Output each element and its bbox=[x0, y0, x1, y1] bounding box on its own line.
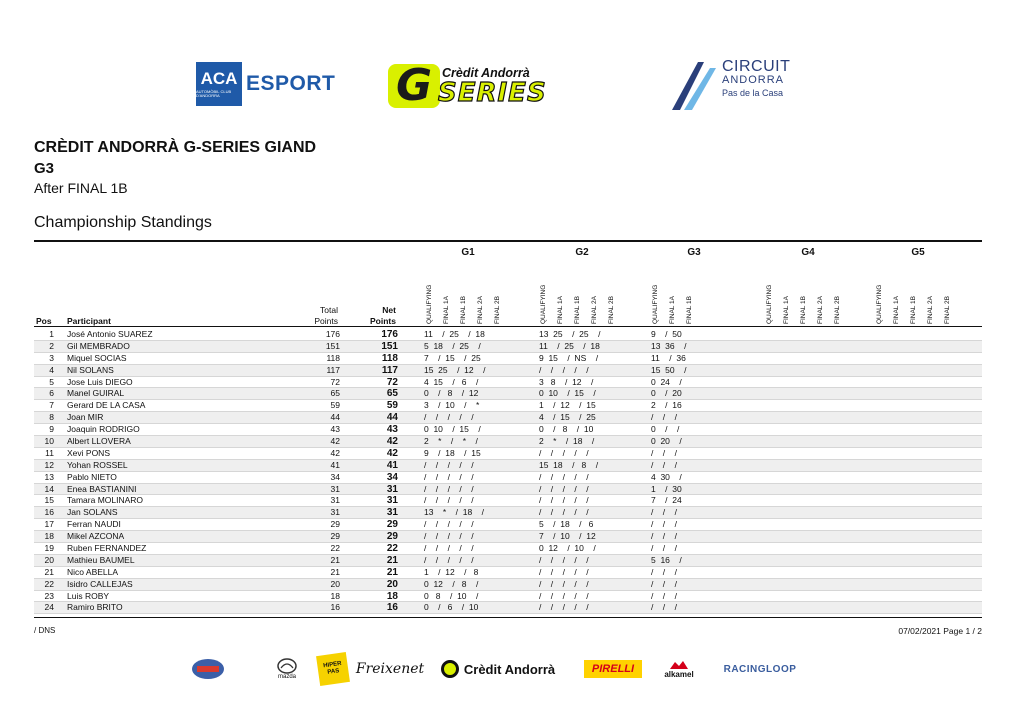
row-participant: Nico ABELLA bbox=[67, 566, 119, 577]
table-row bbox=[34, 495, 982, 507]
row-g2-results: 11 / 25 / 18 bbox=[539, 340, 600, 351]
federation-logo bbox=[190, 654, 226, 684]
row-g3-results: / / / bbox=[651, 459, 677, 470]
alkamel-logo bbox=[656, 654, 702, 684]
aca-esport-text: ESPORT bbox=[246, 72, 336, 95]
row-g2-results: 2 * / 18 / bbox=[539, 436, 595, 447]
row-total-points: 59 bbox=[330, 400, 340, 411]
circuit-andorra-logo bbox=[668, 58, 808, 112]
row-g3-results: 11 / 36 bbox=[651, 352, 686, 363]
class-title: G3 bbox=[34, 160, 55, 177]
row-pos: 3 bbox=[49, 352, 54, 363]
row-total-points: 29 bbox=[330, 531, 340, 542]
row-g3-results: / / / bbox=[651, 447, 677, 458]
group-header-g5: G5 bbox=[911, 247, 925, 258]
row-pos: 18 bbox=[44, 531, 54, 542]
header-rule bbox=[34, 326, 982, 327]
row-g1-results: 13 * / 18 / bbox=[424, 507, 485, 518]
row-pos: 13 bbox=[44, 471, 54, 482]
row-g2-results: / / / / / bbox=[539, 566, 589, 577]
group-header-g2: G2 bbox=[575, 247, 589, 258]
row-g2-results: / / / / / bbox=[539, 590, 589, 601]
row-participant: Miquel SOCIAS bbox=[67, 352, 127, 363]
table-row bbox=[34, 519, 982, 531]
table-row bbox=[34, 412, 982, 424]
column-header-label: FINAL 1B bbox=[800, 296, 807, 324]
table-row bbox=[34, 448, 982, 460]
row-total-points: 117 bbox=[326, 364, 340, 375]
row-g1-results: 0 10 / 15 / bbox=[424, 424, 481, 435]
row-g1-results: 5 18 / 25 / bbox=[424, 340, 481, 351]
row-participant: Mikel AZCONA bbox=[67, 531, 125, 542]
table-row bbox=[34, 424, 982, 436]
row-pos: 19 bbox=[44, 543, 54, 554]
row-net-points: 41 bbox=[386, 459, 398, 471]
column-header-label: QUALIFYING bbox=[766, 284, 773, 324]
racingloop-logo: RACINGLOOP bbox=[723, 663, 797, 675]
row-g3-results: / / / bbox=[651, 531, 677, 542]
row-g2-results: / / / / / bbox=[539, 447, 589, 458]
table-row bbox=[34, 555, 982, 567]
column-header-label: QUALIFYING bbox=[426, 284, 433, 324]
row-total-points: 21 bbox=[330, 566, 340, 577]
row-pos: 5 bbox=[49, 376, 54, 387]
row-participant: Gil MEMBRADO bbox=[67, 340, 130, 351]
row-net-points: 117 bbox=[381, 364, 398, 376]
row-total-points: 31 bbox=[330, 507, 340, 518]
row-total-points: 29 bbox=[330, 519, 340, 530]
row-g2-results: / / / / / bbox=[539, 578, 589, 589]
row-total-points: 31 bbox=[330, 483, 340, 494]
column-header-label: FINAL 1A bbox=[893, 296, 900, 324]
row-net-points: 31 bbox=[386, 507, 398, 519]
table-row bbox=[34, 436, 982, 448]
row-pos: 20 bbox=[44, 554, 54, 565]
row-net-points: 16 bbox=[386, 602, 398, 614]
row-pos: 24 bbox=[44, 602, 54, 613]
row-pos: 2 bbox=[49, 340, 54, 351]
row-participant: Ruben FERNANDEZ bbox=[67, 543, 147, 554]
column-header-label: FINAL 2B bbox=[834, 296, 841, 324]
row-g3-results: / / / bbox=[651, 602, 677, 613]
freixenet-logo: Freixenet bbox=[355, 661, 425, 677]
row-participant: Jan SOLANS bbox=[67, 507, 118, 518]
row-g2-results: 1 / 12 / 15 bbox=[539, 400, 596, 411]
aca-box-text: ACA bbox=[200, 69, 238, 88]
circuit-line3: Pas de la Casa bbox=[722, 88, 784, 98]
row-pos: 23 bbox=[44, 590, 54, 601]
row-net-points: 151 bbox=[381, 340, 398, 352]
row-g1-results: 15 25 / 12 / bbox=[424, 364, 486, 375]
row-participant: Isidro CALLEJAS bbox=[67, 578, 133, 589]
row-total-points: 34 bbox=[330, 471, 340, 482]
row-total-points: 118 bbox=[326, 352, 340, 363]
row-g1-results: / / / / / bbox=[424, 459, 474, 470]
row-g2-results: / / / / / bbox=[539, 364, 589, 375]
row-net-points: 18 bbox=[386, 590, 398, 602]
gseries-letter: G bbox=[388, 64, 440, 108]
row-g1-results: / / / / / bbox=[424, 519, 474, 530]
row-net-points: 31 bbox=[386, 495, 398, 507]
group-header-g3: G3 bbox=[687, 247, 701, 258]
row-g2-results: / / / / / bbox=[539, 554, 589, 565]
column-header-label: FINAL 1A bbox=[783, 296, 790, 324]
document-title: CRÈDIT ANDORRÀ G-SERIES GIAND bbox=[34, 139, 317, 156]
column-header-label: FINAL 1B bbox=[460, 296, 467, 324]
aca-box bbox=[196, 62, 242, 106]
row-participant: Tamara MOLINARO bbox=[67, 495, 144, 506]
row-net-points: 44 bbox=[386, 412, 398, 424]
row-g1-results: / / / / / bbox=[424, 471, 474, 482]
row-participant: Joaquin RODRIGO bbox=[67, 424, 140, 435]
row-g2-results: 0 10 / 15 / bbox=[539, 388, 596, 399]
row-pos: 14 bbox=[44, 483, 54, 494]
sponsor-strip bbox=[190, 654, 810, 684]
footer-date-page: 07/02/2021 Page 1 / 2 bbox=[898, 626, 982, 636]
table-row bbox=[34, 484, 982, 496]
row-participant: Luis ROBY bbox=[67, 590, 110, 601]
row-pos: 4 bbox=[49, 364, 54, 375]
bottom-rule bbox=[34, 617, 982, 618]
row-g1-results: / / / / / bbox=[424, 543, 474, 554]
row-total-points: 65 bbox=[330, 388, 340, 399]
credit-andorra-icon bbox=[441, 660, 459, 678]
row-g2-results: 0 / 8 / 10 bbox=[539, 424, 594, 435]
row-g3-results: / / / bbox=[651, 519, 677, 530]
credit-andorra-logo bbox=[438, 654, 558, 684]
row-g3-results: 7 / 24 bbox=[651, 495, 682, 506]
row-participant: Xevi PONS bbox=[67, 447, 110, 458]
credit-andorra-text: Crèdit Andorrà bbox=[463, 661, 556, 677]
table-row bbox=[34, 543, 982, 555]
column-header-label: FINAL 1A bbox=[669, 296, 676, 324]
table-row bbox=[34, 460, 982, 472]
row-g1-results: / / / / / bbox=[424, 531, 474, 542]
row-participant: Mathieu BAUMEL bbox=[67, 554, 135, 565]
table-row bbox=[34, 472, 982, 484]
mazda-logo bbox=[270, 654, 304, 684]
table-row bbox=[34, 591, 982, 603]
row-g3-results: 0 / 20 bbox=[651, 388, 682, 399]
group-header-g4: G4 bbox=[801, 247, 815, 258]
alkamel-text: alkamel bbox=[664, 669, 694, 679]
column-header-label: FINAL 2B bbox=[494, 296, 501, 324]
row-total-points: 16 bbox=[330, 602, 340, 613]
row-participant: Manel GUIRAL bbox=[67, 388, 125, 399]
table-row bbox=[34, 531, 982, 543]
column-header-label: FINAL 1B bbox=[686, 296, 693, 324]
row-g3-results: / / / bbox=[651, 590, 677, 601]
table-row bbox=[34, 329, 982, 341]
row-total-points: 20 bbox=[330, 578, 340, 589]
row-pos: 12 bbox=[44, 459, 54, 470]
row-g1-results: 7 / 15 / 25 bbox=[424, 352, 481, 363]
row-g2-results: / / / / / bbox=[539, 495, 589, 506]
column-header-label: FINAL 1B bbox=[910, 296, 917, 324]
row-participant: Enea BASTIANINI bbox=[67, 483, 137, 494]
row-g1-results: / / / / / bbox=[424, 495, 474, 506]
row-g3-results: 9 / 50 bbox=[651, 329, 682, 339]
row-total-points: 42 bbox=[330, 436, 340, 447]
column-header-label: FINAL 2A bbox=[817, 296, 824, 324]
row-pos: 21 bbox=[44, 566, 54, 577]
row-pos: 17 bbox=[44, 519, 54, 530]
row-total-points: 41 bbox=[330, 459, 340, 470]
row-participant: Albert LLOVERA bbox=[67, 436, 131, 447]
row-g3-results: / / / bbox=[651, 412, 677, 423]
row-participant: Ramiro BRITO bbox=[67, 602, 123, 613]
standings-table bbox=[34, 329, 982, 614]
row-g1-results: 0 12 / 8 / bbox=[424, 578, 479, 589]
row-total-points: 72 bbox=[330, 376, 340, 387]
row-participant: José Antonio SUAREZ bbox=[67, 329, 153, 339]
row-g2-results: 3 8 / 12 / bbox=[539, 376, 594, 387]
aca-box-small: AUTOMÒBIL CLUB D'ANDORRA bbox=[196, 89, 232, 98]
column-header-label: QUALIFYING bbox=[876, 284, 883, 324]
row-total-points: 18 bbox=[330, 590, 340, 601]
header-participant: Participant bbox=[67, 316, 111, 326]
row-g1-results: / / / / / bbox=[424, 483, 474, 494]
row-g3-results: 0 24 / bbox=[651, 376, 682, 387]
row-pos: 8 bbox=[49, 412, 54, 423]
standings-rows bbox=[34, 329, 982, 614]
after-title: After FINAL 1B bbox=[34, 180, 128, 196]
row-pos: 11 bbox=[45, 447, 54, 458]
row-g1-results: 4 15 / 6 / bbox=[424, 376, 479, 387]
row-net-points: 43 bbox=[386, 424, 398, 436]
gseries-top-text: Crèdit Andorrà bbox=[442, 66, 530, 80]
row-pos: 15 bbox=[44, 495, 54, 506]
column-header-label: FINAL 1A bbox=[443, 296, 450, 324]
header-net: Net Points bbox=[370, 305, 396, 326]
column-header-label: FINAL 1A bbox=[557, 296, 564, 324]
circuit-line1: CIRCUIT bbox=[722, 58, 791, 75]
row-total-points: 43 bbox=[330, 424, 340, 435]
row-g3-results: 15 50 / bbox=[651, 364, 687, 375]
row-g1-results: 1 / 12 / 8 bbox=[424, 566, 479, 577]
row-net-points: 20 bbox=[386, 578, 398, 590]
gseries-word: SERIES bbox=[438, 78, 547, 108]
row-g2-results: 7 / 10 / 12 bbox=[539, 531, 596, 542]
table-row bbox=[34, 507, 982, 519]
row-g2-results: / / / / / bbox=[539, 483, 589, 494]
row-g2-results: / / / / / bbox=[539, 507, 589, 518]
row-participant: Nil SOLANS bbox=[67, 364, 114, 375]
row-net-points: 22 bbox=[386, 543, 398, 555]
row-g2-results: 0 12 / 10 / bbox=[539, 543, 596, 554]
row-g2-results: 15 18 / 8 / bbox=[539, 459, 599, 470]
column-header-label: QUALIFYING bbox=[652, 284, 659, 324]
pirelli-logo: PIRELLI bbox=[584, 660, 642, 678]
row-g2-results: 5 / 18 / 6 bbox=[539, 519, 594, 530]
aca-esport-logo bbox=[196, 62, 335, 106]
row-net-points: 29 bbox=[386, 519, 398, 531]
row-net-points: 42 bbox=[386, 436, 398, 448]
row-g1-results: 0 / 8 / 12 bbox=[424, 388, 479, 399]
column-header-label: FINAL 2B bbox=[944, 296, 951, 324]
row-total-points: 31 bbox=[330, 495, 340, 506]
table-row bbox=[34, 377, 982, 389]
table-row bbox=[34, 365, 982, 377]
group-header-g1: G1 bbox=[461, 247, 475, 258]
row-g3-results: 0 / / bbox=[651, 424, 680, 435]
row-g3-results: 2 / 16 bbox=[651, 400, 682, 411]
column-header-label: FINAL 1B bbox=[574, 296, 581, 324]
section-title: Championship Standings bbox=[34, 214, 212, 231]
row-net-points: 34 bbox=[386, 471, 398, 483]
row-g1-results: 9 / 18 / 15 bbox=[424, 447, 481, 458]
header-pos: Pos bbox=[36, 316, 52, 326]
row-total-points: 176 bbox=[325, 329, 340, 339]
row-net-points: 21 bbox=[386, 566, 398, 578]
row-net-points: 176 bbox=[381, 329, 398, 340]
hiperpas-logo: HIPER PAS bbox=[316, 652, 350, 686]
table-row bbox=[34, 602, 982, 614]
column-header-label: FINAL 2A bbox=[591, 296, 598, 324]
row-total-points: 151 bbox=[325, 340, 340, 351]
row-participant: Ferran NAUDI bbox=[67, 519, 121, 530]
row-g2-results: 9 15 / NS / bbox=[539, 352, 599, 363]
row-pos: 6 bbox=[49, 388, 54, 399]
row-participant: Yohan ROSSEL bbox=[67, 459, 128, 470]
row-participant: Jose Luis DIEGO bbox=[67, 376, 133, 387]
gseries-logo bbox=[386, 60, 572, 111]
table-row bbox=[34, 567, 982, 579]
row-net-points: 59 bbox=[386, 400, 398, 412]
row-g3-results: / / / bbox=[651, 507, 677, 518]
table-row bbox=[34, 388, 982, 400]
row-g3-results: 0 20 / bbox=[651, 436, 682, 447]
row-pos: 1 bbox=[49, 329, 54, 339]
row-pos: 22 bbox=[44, 578, 54, 589]
row-total-points: 42 bbox=[330, 447, 340, 458]
row-g3-results: 13 36 / bbox=[651, 340, 687, 351]
footer-legend: / DNS bbox=[34, 626, 56, 635]
row-pos: 9 bbox=[49, 424, 54, 435]
header-total: Total Points bbox=[314, 305, 338, 326]
row-participant: Joan MIR bbox=[67, 412, 104, 423]
column-header-label: FINAL 2A bbox=[477, 296, 484, 324]
row-g3-results: / / / bbox=[651, 566, 677, 577]
table-row bbox=[34, 579, 982, 591]
row-pos: 7 bbox=[49, 400, 54, 411]
row-total-points: 22 bbox=[330, 543, 340, 554]
row-g1-results: 2 * / * / bbox=[424, 436, 478, 447]
row-total-points: 44 bbox=[330, 412, 340, 423]
row-pos: 16 bbox=[44, 507, 54, 518]
table-row bbox=[34, 353, 982, 365]
row-net-points: 72 bbox=[386, 376, 398, 388]
row-g2-results: 13 25 / 25 / bbox=[539, 329, 601, 339]
row-g1-results: 0 / 6 / 10 bbox=[424, 602, 479, 613]
row-g1-results: / / / / / bbox=[424, 554, 474, 565]
row-net-points: 21 bbox=[386, 554, 398, 566]
row-g3-results: 4 30 / bbox=[651, 471, 682, 482]
row-g2-results: 4 / 15 / 25 bbox=[539, 412, 596, 423]
row-g1-results: 11 / 25 / 18 bbox=[424, 329, 485, 339]
column-header-label: QUALIFYING bbox=[540, 284, 547, 324]
row-g1-results: 0 8 / 10 / bbox=[424, 590, 479, 601]
circuit-line2: ANDORRA bbox=[722, 74, 785, 86]
row-g3-results: / / / bbox=[651, 543, 677, 554]
row-participant: Pablo NIETO bbox=[67, 471, 117, 482]
row-g3-results: 1 / 30 bbox=[651, 483, 682, 494]
row-g1-results: 3 / 10 / * bbox=[424, 400, 480, 411]
row-net-points: 31 bbox=[386, 483, 398, 495]
row-pos: 10 bbox=[44, 436, 54, 447]
row-g2-results: / / / / / bbox=[539, 471, 589, 482]
row-net-points: 65 bbox=[386, 388, 398, 400]
row-g2-results: / / / / / bbox=[539, 602, 589, 613]
table-row bbox=[34, 400, 982, 412]
row-g3-results: / / / bbox=[651, 578, 677, 589]
row-total-points: 21 bbox=[330, 554, 340, 565]
row-net-points: 42 bbox=[386, 447, 398, 459]
row-net-points: 118 bbox=[381, 352, 398, 364]
mazda-text: mazda bbox=[277, 674, 296, 680]
circuit-swoosh-icon bbox=[668, 60, 720, 112]
top-rule bbox=[34, 240, 982, 242]
column-header-label: FINAL 2A bbox=[927, 296, 934, 324]
row-participant: Gerard DE LA CASA bbox=[67, 400, 146, 411]
row-g1-results: / / / / / bbox=[424, 412, 474, 423]
row-net-points: 29 bbox=[386, 531, 398, 543]
column-header-label: FINAL 2B bbox=[608, 296, 615, 324]
table-row bbox=[34, 341, 982, 353]
row-g3-results: 5 16 / bbox=[651, 554, 682, 565]
